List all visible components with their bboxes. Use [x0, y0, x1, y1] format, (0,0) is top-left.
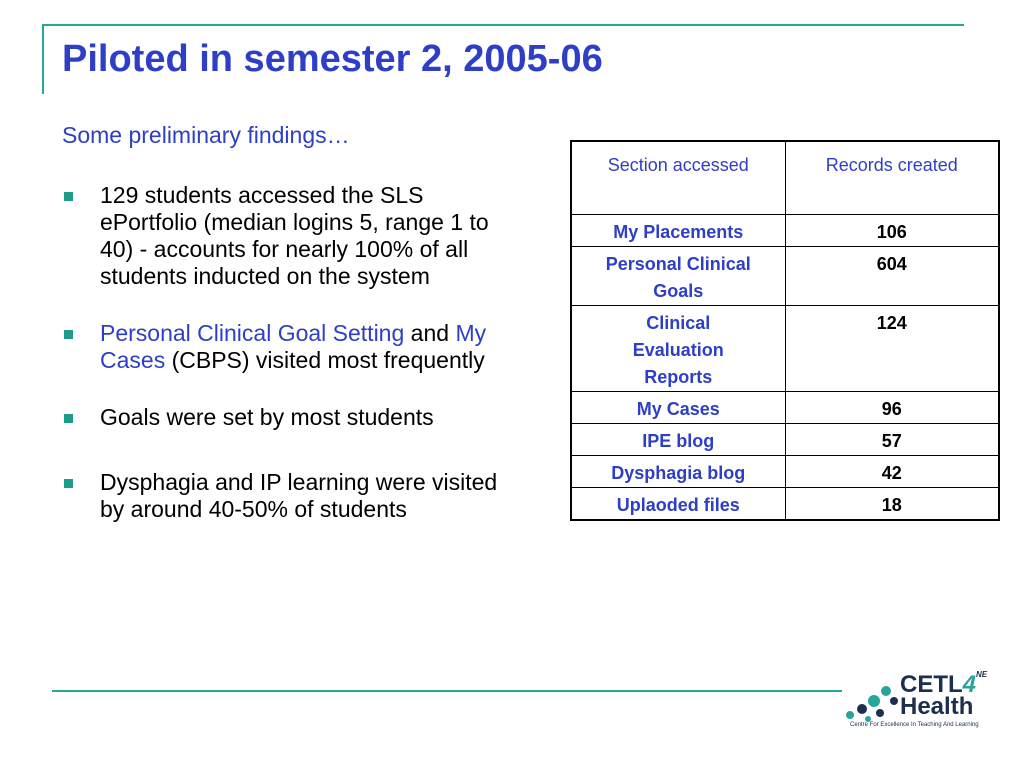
top-divider	[42, 24, 964, 26]
logo-ne: NE	[976, 670, 988, 679]
table-row	[571, 246, 999, 305]
cell-section: Dysphagia blog	[571, 455, 785, 487]
bottom-divider	[52, 690, 842, 692]
table-row	[571, 214, 999, 246]
cell-records: 106	[785, 214, 999, 246]
cell-section: Personal Clinical Goals	[571, 246, 785, 305]
records-table	[570, 140, 1000, 521]
cell-records: 604	[785, 246, 999, 305]
left-divider	[42, 24, 44, 94]
slide-title: Piloted in semester 2, 2005-06	[62, 38, 603, 80]
bullet-text: (CBPS) visited most frequently	[171, 347, 485, 373]
cell-records: 18	[785, 487, 999, 520]
cell-section: IPE blog	[571, 423, 785, 455]
table-row	[571, 487, 999, 520]
bullet-item	[62, 182, 512, 290]
header-records: Records created	[785, 141, 999, 214]
table-header-row	[571, 141, 999, 214]
square-bullet-icon	[64, 414, 73, 423]
logo-four: 4	[962, 671, 977, 698]
logo-line1: CETL	[900, 671, 963, 698]
cell-section: My Cases	[571, 391, 785, 423]
table-row	[571, 423, 999, 455]
square-bullet-icon	[64, 192, 73, 201]
cell-records: 124	[785, 305, 999, 391]
cell-section: Clinical Evaluation Reports	[571, 305, 785, 391]
header-section: Section accessed	[571, 141, 785, 214]
table-row	[571, 305, 999, 391]
bullet-highlight: My Cases	[100, 320, 487, 373]
cell-section: Uplaoded files	[571, 487, 785, 520]
bullet-text: Dysphagia and IP learning were visited by around 40-50% of students	[100, 469, 498, 522]
findings-list	[62, 182, 512, 553]
bullet-item	[62, 320, 512, 374]
cell-records: 42	[785, 455, 999, 487]
bullet-text: Goals were set by most students	[100, 404, 434, 430]
bullet-item	[62, 404, 512, 431]
table-row	[571, 391, 999, 423]
cell-records: 57	[785, 423, 999, 455]
bullet-highlight: Personal Clinical Goal Setting	[100, 320, 405, 346]
cell-records: 96	[785, 391, 999, 423]
bullet-text: and	[410, 320, 450, 346]
cell-section: My Placements	[571, 214, 785, 246]
slide-subtitle: Some preliminary findings…	[62, 122, 350, 148]
bullet-text: 129 students accessed the SLS ePortfolio (median logins 5, range 1 to 40) - accounts for nearly 100% of all students inducted on the system	[100, 182, 489, 289]
bullet-item	[62, 469, 512, 523]
table-row	[571, 455, 999, 487]
logo-tagline: Centre For Excellence In Teaching And Learning	[850, 722, 979, 728]
logo-line2: Health	[900, 693, 974, 720]
logo-wordmark	[900, 671, 977, 720]
square-bullet-icon	[64, 479, 73, 488]
square-bullet-icon	[64, 330, 73, 339]
